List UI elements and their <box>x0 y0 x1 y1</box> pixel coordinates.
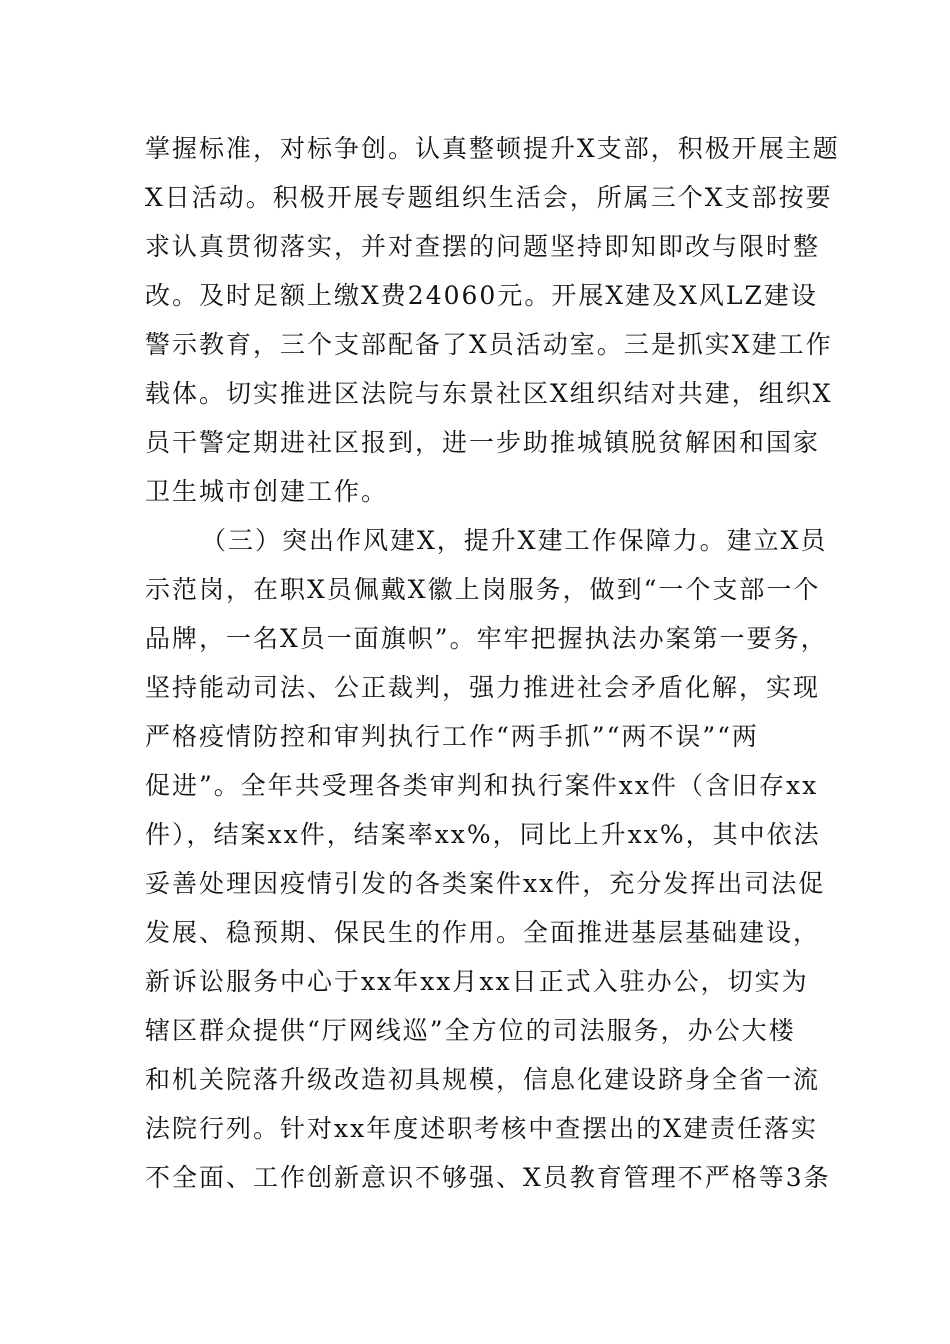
paragraph-line: 卫生城市创建工作。 <box>145 477 389 506</box>
paragraph-line: 示范岗，在职X员佩戴X徽上岗服务，做到“一个支部一个 <box>145 575 821 604</box>
paragraph-line: 新诉讼服务中心于xx年xx月xx日正式入驻办公，切实为 <box>145 967 809 996</box>
paragraph-line: 严格疫情防控和审判执行工作“两手抓”“两不误”“两 <box>145 722 759 751</box>
paragraph-line: 求认真贯彻落实，并对查摆的问题坚持即知即改与限时整 <box>145 232 821 261</box>
paragraph-line: 件），结案xx件，结案率xx%，同比上升xx%，其中依法 <box>145 820 821 849</box>
paragraph-line: X日活动。积极开展专题组织生活会，所属三个X支部按要 <box>145 183 833 212</box>
paragraph-line: 和机关院落升级改造初具规模，信息化建设跻身全省一流 <box>145 1065 821 1094</box>
paragraph-line: 坚持能动司法、公正裁判，强力推进社会矛盾化解，实现 <box>145 673 821 702</box>
paragraph-line: 促进”。全年共受理各类审判和执行案件xx件（含旧存xx <box>145 771 819 800</box>
paragraph-line: 妥善处理因疫情引发的各类案件xx件，充分发挥出司法促 <box>145 869 826 898</box>
paragraph-line: 不全面、工作创新意识不够强、X员教育管理不严格等3条 <box>145 1163 831 1192</box>
paragraph-line: 改。及时足额上缴X费24060元。开展X建及X风LZ建设 <box>145 281 818 310</box>
paragraph-line: 辖区群众提供“厅网线巡”全方位的司法服务，办公大楼 <box>145 1016 796 1045</box>
paragraph-line: 掌握标准，对标争创。认真整顿提升X支部，积极开展主题 <box>145 134 840 163</box>
paragraph-line: 品牌，一名X员一面旗帜”。牢牢把握执法办案第一要务， <box>145 624 828 653</box>
paragraph-line: 警示教育，三个支部配备了X员活动室。三是抓实X建工作 <box>145 330 833 359</box>
paragraph-line: 载体。切实推进区法院与东景社区X组织结对共建，组织X <box>145 379 833 408</box>
paragraph-line: 法院行列。针对xx年度述职考核中查摆出的X建责任落实 <box>145 1114 818 1143</box>
section-heading-line: （三）突出作风建X，提升X建工作保障力。建立X员 <box>201 526 828 555</box>
paragraph-line: 员干警定期进社区报到，进一步助推城镇脱贫解困和国家 <box>145 428 821 457</box>
paragraph-line: 发展、稳预期、保民生的作用。全面推进基层基础建设， <box>145 918 821 947</box>
